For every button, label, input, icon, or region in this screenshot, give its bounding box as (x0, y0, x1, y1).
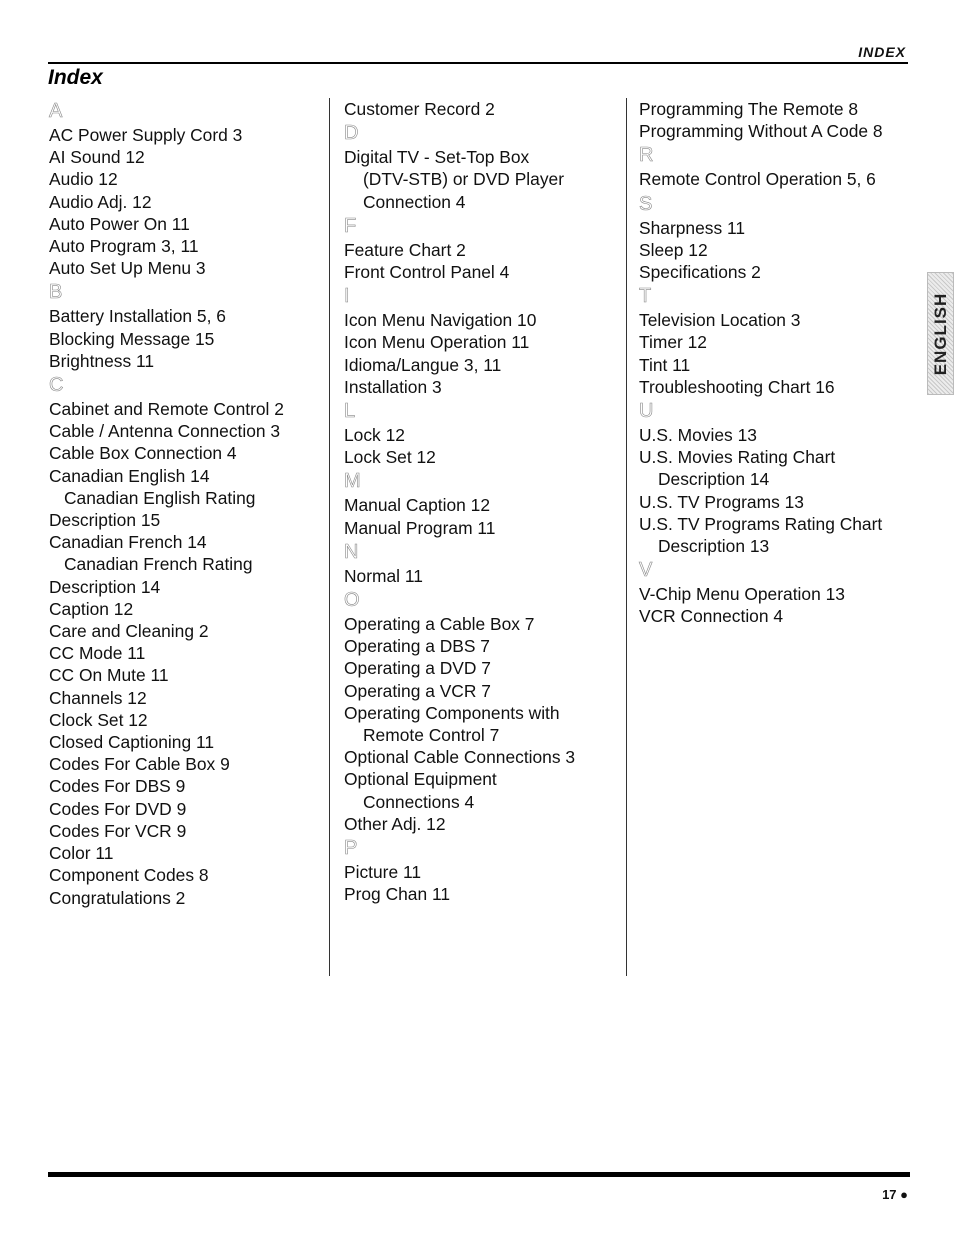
index-entry: Blocking Message 15 (49, 328, 215, 349)
index-section-letter: M (344, 470, 361, 493)
index-entry-continuation: Canadian French Rating (64, 554, 253, 575)
index-column-3 (639, 98, 924, 628)
index-entry: U.S. Movies Rating Chart (639, 447, 836, 468)
index-column-2 (344, 98, 619, 905)
index-section-letter: L (344, 400, 356, 423)
index-entry: Description 15 (49, 510, 161, 531)
index-entry: Specifications 2 (639, 262, 761, 283)
index-entry: Optional Cable Connections 3 (344, 747, 576, 768)
index-entry: Description 14 (49, 576, 161, 597)
index-entry: AC Power Supply Cord 3 (49, 125, 243, 145)
index-entry: Auto Set Up Menu 3 (49, 258, 206, 279)
index-entry: Icon Menu Navigation 10 (344, 310, 537, 331)
index-entry: CC On Mute 11 (49, 665, 169, 686)
bottom-rule (48, 1172, 910, 1177)
index-entry: CC Mode 11 (49, 643, 146, 664)
index-entry: Operating a DVD 7 (344, 658, 491, 679)
index-section-letter: B (49, 281, 63, 304)
index-entry: Canadian French 14 (49, 532, 207, 553)
index-entry: Lock 12 (344, 425, 405, 446)
index-entry: Sharpness 11 (639, 217, 746, 238)
index-entry: Color 11 (49, 843, 114, 864)
index-section-letter: R (639, 144, 654, 167)
index-entry: Channels 12 (49, 687, 147, 708)
index-entry: Operating a VCR 7 (344, 680, 491, 701)
index-entry: Caption 12 (49, 598, 134, 619)
index-entry: V-Chip Menu Operation 13 (639, 584, 845, 605)
index-section-letter: S (639, 192, 653, 215)
index-entry: Battery Installation 5, 6 (49, 306, 226, 327)
index-entry: Installation 3 (344, 376, 442, 397)
index-entry: Manual Caption 12 (344, 495, 490, 516)
index-entry: Normal 11 (344, 565, 423, 586)
index-section-letter: I (344, 285, 350, 308)
index-entry: Picture 11 (344, 862, 422, 883)
running-head: INDEX (858, 44, 906, 60)
page-number: 17 ● (882, 1187, 908, 1202)
index-section-letter: C (49, 374, 64, 397)
language-tab-label: ENGLISH (930, 292, 950, 375)
index-section-letter: V (639, 559, 653, 582)
index-entry: Audio Adj. 12 (49, 191, 152, 212)
index-entry: U.S. TV Programs 13 (639, 491, 804, 512)
index-entry: Customer Record 2 (344, 99, 495, 119)
index-entry: Idioma/Langue 3, 11 (344, 354, 502, 375)
index-section-letter: A (49, 100, 63, 122)
index-entry: Icon Menu Operation 11 (344, 332, 530, 353)
index-entry: Auto Program 3, 11 (49, 236, 199, 257)
index-entry: Congratulations 2 (49, 887, 186, 908)
index-entry: Cable Box Connection 4 (49, 443, 237, 464)
index-entry: Codes For Cable Box 9 (49, 754, 230, 775)
index-entry: Cabinet and Remote Control 2 (49, 399, 284, 420)
index-entry: Programming The Remote 8 (639, 99, 859, 119)
index-entry: Television Location 3 (639, 310, 801, 331)
index-entry: Feature Chart 2 (344, 239, 466, 260)
index-entry: Front Control Panel 4 (344, 262, 510, 283)
index-entry: Optional Equipment (344, 769, 497, 790)
index-section-letter: T (639, 285, 652, 308)
index-entry: Manual Program 11 (344, 517, 496, 538)
index-entry: Care and Cleaning 2 (49, 621, 209, 642)
index-entry: U.S. TV Programs Rating Chart (639, 513, 883, 534)
column-divider-2 (626, 98, 627, 976)
index-entry: Closed Captioning 11 (49, 732, 214, 753)
index-entry: AI Sound 12 (49, 147, 145, 168)
index-entry: Operating a Cable Box 7 (344, 614, 535, 635)
column-divider-1 (329, 98, 330, 976)
index-entry: Audio 12 (49, 169, 118, 190)
index-section-letter: P (344, 837, 358, 860)
index-section-letter: U (639, 400, 654, 423)
index-entry: Tint 11 (639, 354, 691, 375)
index-entry: Timer 12 (639, 332, 707, 353)
index-entry: Canadian English 14 (49, 465, 210, 486)
index-entry: Operating Components with (344, 702, 560, 723)
index-entry-continuation: Connections 4 (363, 791, 475, 812)
page-title: Index (48, 66, 103, 89)
index-entry: Remote Control Operation 5, 6 (639, 169, 876, 190)
index-entry: U.S. Movies 13 (639, 425, 757, 446)
index-entry: Lock Set 12 (344, 447, 436, 468)
index-entry-continuation: Canadian English Rating (64, 487, 256, 508)
index-entry-continuation: Connection 4 (363, 191, 466, 212)
index-section-letter: F (344, 214, 357, 237)
index-entry: Codes For DBS 9 (49, 776, 186, 797)
index-entry: Other Adj. 12 (344, 813, 446, 834)
index-entry: Operating a DBS 7 (344, 636, 490, 657)
index-section-letter: N (344, 540, 359, 563)
index-entry-continuation: Remote Control 7 (363, 725, 500, 746)
index-entry-continuation: (DTV-STB) or DVD Player (363, 169, 564, 190)
index-entry: Prog Chan 11 (344, 884, 451, 905)
top-rule (48, 62, 908, 64)
index-entry: Codes For VCR 9 (49, 820, 187, 841)
index-section-letter: D (344, 122, 359, 145)
index-section-letter: O (344, 589, 360, 612)
index-entry: Sleep 12 (639, 239, 708, 260)
index-entry: Cable / Antenna Connection 3 (49, 421, 281, 442)
index-entry: Clock Set 12 (49, 709, 148, 730)
index-entry: Codes For DVD 9 (49, 798, 187, 819)
index-entry: Component Codes 8 (49, 865, 209, 886)
index-entry: Auto Power On 11 (49, 213, 190, 234)
index-entry: Troubleshooting Chart 16 (639, 376, 835, 397)
index-column-1 (49, 98, 319, 909)
index-entry: Programming Without A Code 8 (639, 121, 883, 142)
index-entry-continuation: Description 14 (658, 469, 770, 490)
index-entry: Brightness 11 (49, 350, 155, 371)
index-entry: VCR Connection 4 (639, 606, 784, 627)
language-tab (927, 272, 954, 395)
index-entry: Digital TV - Set-Top Box (344, 147, 530, 168)
index-entry-continuation: Description 13 (658, 536, 770, 557)
